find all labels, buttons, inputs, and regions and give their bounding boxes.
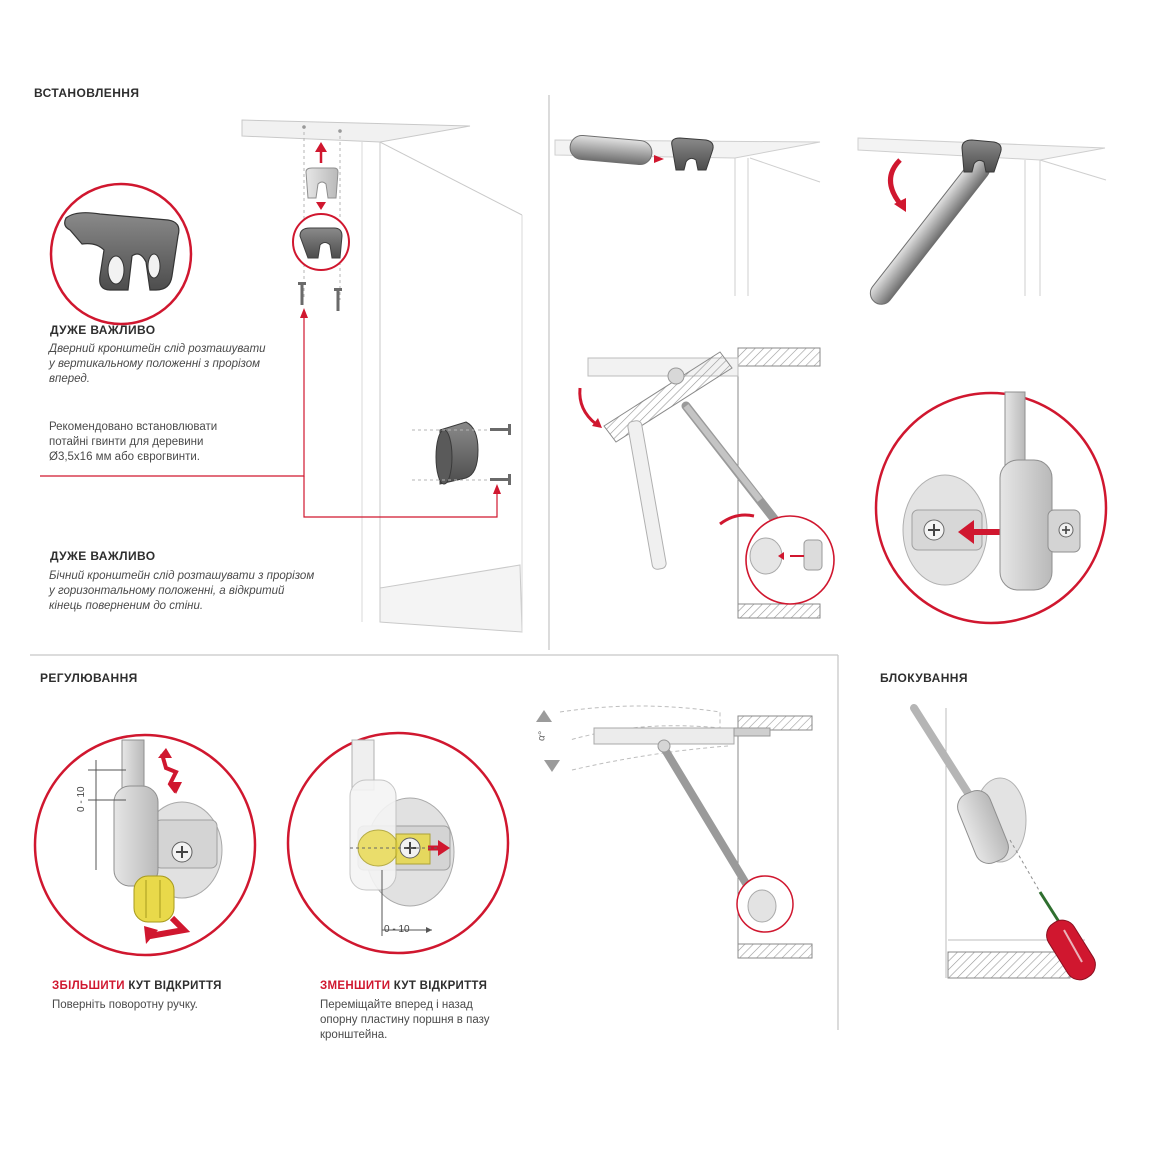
screw-icon	[298, 282, 342, 311]
side-screws	[490, 424, 511, 485]
desc-line: кронштейна.	[320, 1029, 388, 1041]
increase-keyword: ЗБІЛЬШИТИ	[52, 980, 125, 992]
angle-label: КУТ ВІДКРИТТЯ	[393, 980, 488, 992]
attach-panel-2	[858, 138, 1106, 309]
red-down-arrow	[316, 202, 326, 210]
section-title-installation: ВСТАНОВЛЕННЯ	[34, 86, 140, 100]
important-title-2: ДУЖЕ ВАЖЛИВО	[50, 549, 156, 563]
note-line: у горизонтальному положенні, а відкритий	[49, 585, 285, 597]
decrease-angle-desc	[320, 998, 560, 1043]
angle-symbol-label: α°	[536, 730, 549, 742]
note-line: Дверний кронштейн слід розташувати	[49, 343, 266, 355]
vertical-range-label: 0 - 10	[76, 786, 87, 812]
bracket-piece-icon	[306, 168, 338, 198]
important-title-1: ДУЖЕ ВАЖЛИВО	[50, 323, 156, 337]
red-up-arrow	[315, 142, 327, 163]
locking-diagram	[914, 708, 1101, 985]
note-line: Бічний кронштейн слід розташувати з прорізом	[49, 570, 315, 582]
important-note-1	[49, 342, 309, 387]
side-bracket-icon	[436, 422, 478, 484]
desc-line: Переміщайте вперед і назад	[320, 999, 473, 1011]
note-line: вперед.	[49, 373, 90, 385]
attach-panel-1	[555, 134, 820, 296]
increase-angle-desc: Поверніть поворотну ручку.	[52, 999, 198, 1011]
note-line: потайні гвинти для деревини	[49, 436, 204, 448]
adjustment-cabinet-diagram	[536, 706, 812, 958]
horizontal-range-label: 0 - 10	[384, 924, 410, 935]
pointer-lines	[40, 308, 501, 517]
angle-label: КУТ ВІДКРИТТЯ	[128, 980, 222, 992]
section-title-locking: БЛОКУВАННЯ	[880, 671, 968, 685]
decrease-angle-caption	[320, 980, 487, 992]
note-line: у вертикальному положенні з прорізом	[49, 358, 261, 370]
note-line: кінець поверненим до стіни.	[49, 600, 204, 612]
important-note-2	[49, 569, 379, 614]
section-title-adjustment: РЕГУЛЮВАННЯ	[40, 671, 138, 685]
desc-line: опорну пластину поршня в пазу	[320, 1014, 490, 1026]
door-opening-diagram	[580, 348, 834, 618]
increase-angle-caption	[52, 980, 222, 992]
note-line: Ø3,5x16 мм або єврогвинти.	[49, 451, 200, 463]
screw-recommendation	[49, 420, 289, 465]
decrease-keyword: ЗМЕНШИТИ	[320, 980, 391, 992]
note-line: Рекомендовано встановлювати	[49, 421, 218, 433]
